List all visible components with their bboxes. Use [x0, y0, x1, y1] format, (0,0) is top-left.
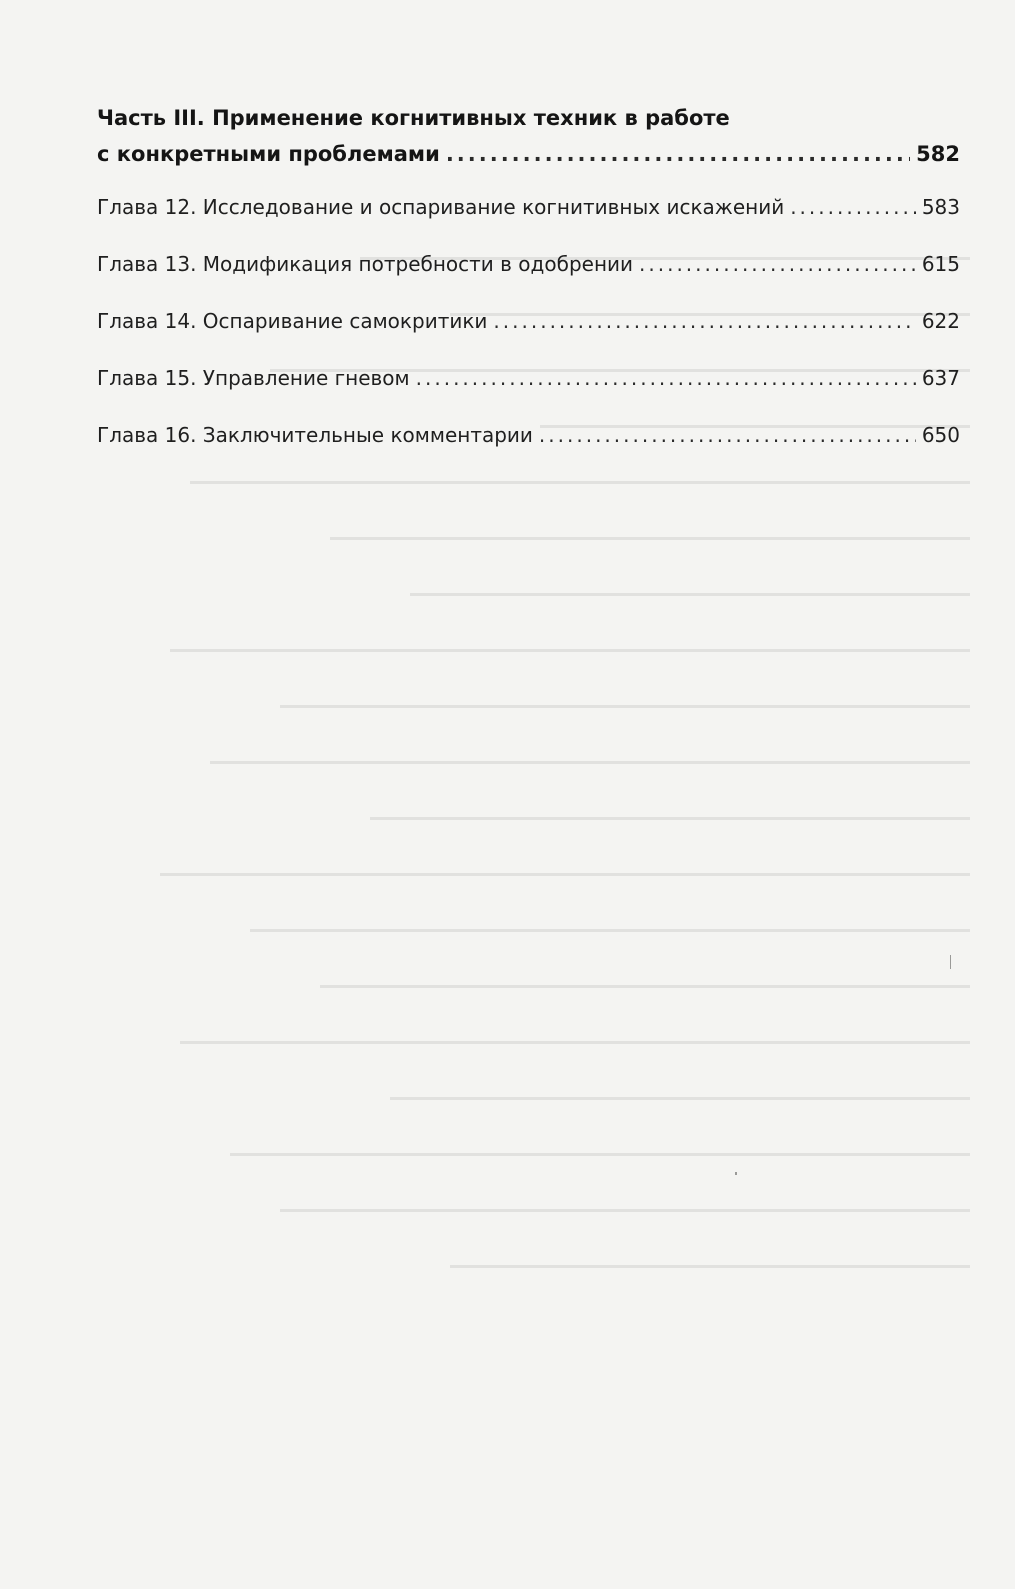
chapter-page-number: 650	[921, 423, 960, 447]
chapter-entry	[97, 308, 960, 334]
paper-speck	[950, 955, 951, 969]
chapter-entry	[97, 422, 960, 448]
part-title-line2: с конкретными проблемами	[97, 142, 440, 166]
part-heading	[97, 100, 960, 172]
chapter-list	[97, 194, 960, 448]
part-title-row	[97, 136, 960, 172]
dot-leader	[539, 422, 916, 448]
chapter-title: Глава 16. Заключительные комментарии	[97, 423, 533, 447]
chapter-title: Глава 15. Управление гневом	[97, 366, 410, 390]
part-page-number: 582	[916, 142, 960, 166]
dot-leader	[416, 365, 916, 391]
chapter-title: Глава 13. Модификация потребности в одобрении	[97, 252, 634, 276]
paper-speck	[735, 1172, 737, 1175]
dot-leader	[790, 194, 916, 220]
table-of-contents	[97, 100, 960, 448]
chapter-entry	[97, 365, 960, 391]
chapter-page-number: 583	[921, 195, 960, 219]
chapter-page-number: 622	[921, 309, 960, 333]
chapter-title: Глава 14. Оспаривание самокритики	[97, 309, 488, 333]
dot-leader	[446, 136, 910, 172]
chapter-entry	[97, 251, 960, 277]
part-title-line1: Часть III. Применение когнитивных техник в работе	[97, 106, 730, 130]
chapter-page-number: 637	[921, 366, 960, 390]
dot-leader	[639, 251, 916, 277]
chapter-page-number: 615	[921, 252, 960, 276]
dot-leader	[493, 308, 915, 334]
chapter-title: Глава 12. Исследование и оспаривание когнитивных искажений	[97, 195, 785, 219]
chapter-entry	[97, 194, 960, 220]
